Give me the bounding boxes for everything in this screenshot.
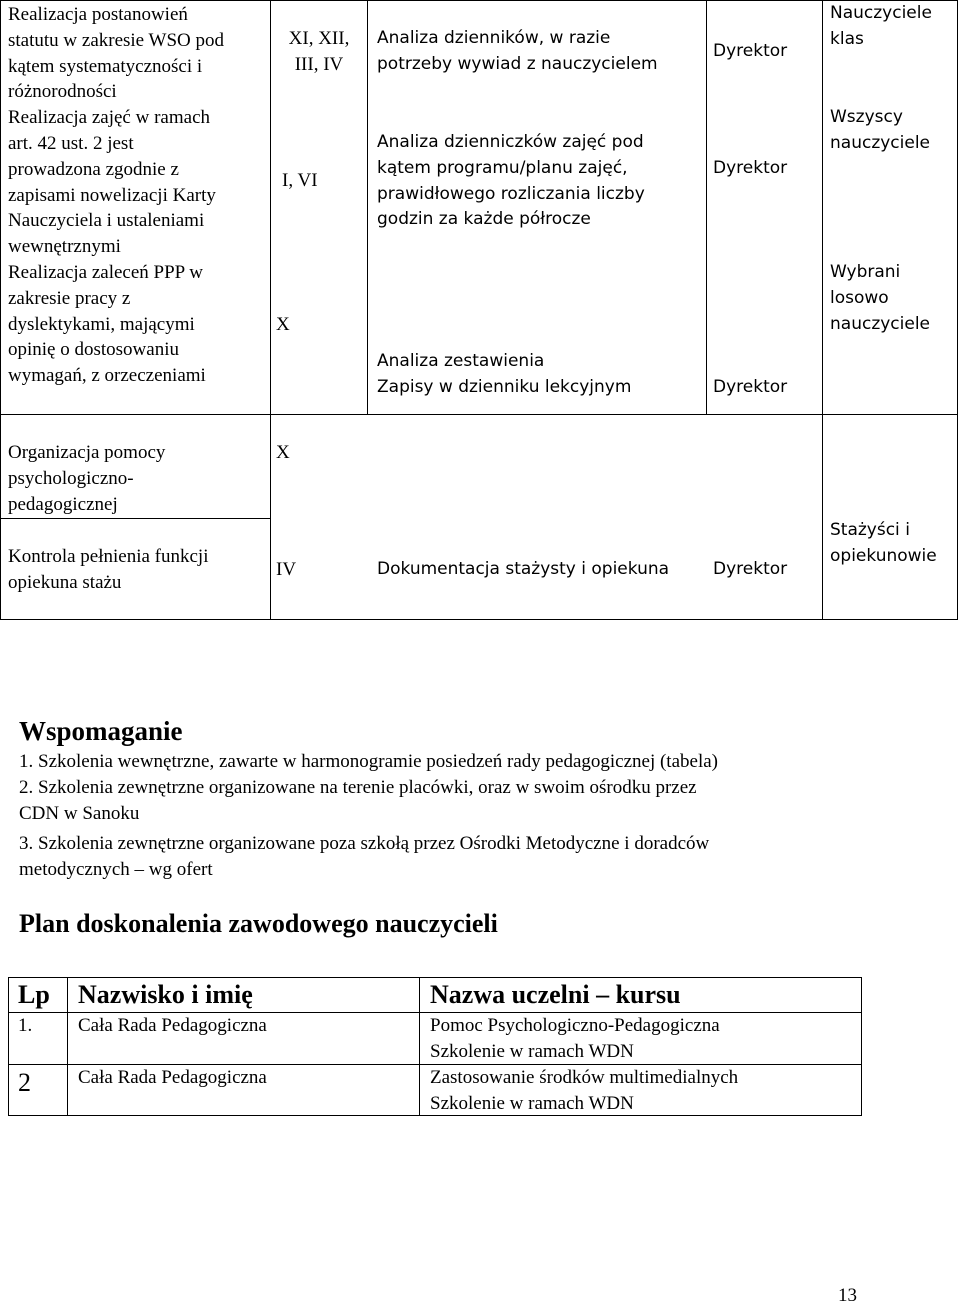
months-cell: IV [276,559,297,580]
task-cell: Organizacja pomocy psychologiczno- pedagogicznej [8,442,166,515]
table-border [0,0,958,1]
responsible-cell: Dyrektor [713,377,788,397]
months-cell: I, VI [282,170,318,191]
table-cell-lp: 1. [18,1015,33,1036]
table-border [0,0,1,619]
support-list-item: 3. Szkolenia zewnętrzne organizowane poza szkołą przez Ośrodki Metodyczne i doradców metodycznych – wg ofert [19,833,710,880]
months-cell: X [276,314,290,335]
table-border [0,414,958,415]
table-border [8,977,862,978]
section-heading-wspomaganie: Wspomaganie [19,716,183,746]
support-list [19,749,939,883]
method-cell: Analiza dzienników, w razie potrzeby wywiad z nauczycielem [377,28,658,74]
table-cell-course: Pomoc Psychologiczno-Pedagogiczna Szkolenie w ramach WDN [430,1015,720,1062]
table-border [0,619,958,620]
task-cell: Kontrola pełnienia funkcji opiekuna stażu [8,546,209,593]
table-border [0,518,270,519]
target-cell: Wybrani losowo nauczyciele [830,262,931,334]
table-border [861,977,862,1115]
column-header-lp: Lp [18,980,50,1009]
table-border [67,977,68,1115]
table-cell-lp: 2 [18,1068,31,1097]
column-header-course: Nazwa uczelni – kursu [430,980,681,1009]
responsible-cell: Dyrektor [713,158,788,178]
responsible-cell: Dyrektor [713,41,788,61]
months-cell: XI, XII, III, IV [288,28,350,75]
table-border [8,977,9,1115]
method-cell: Analiza zestawienia Zapisy w dzienniku lekcyjnym [377,351,632,397]
table-border [270,0,271,619]
target-cell: Nauczyciele klas [830,3,932,49]
months-cell: X [276,442,290,463]
column-header-name: Nazwisko i imię [78,980,253,1009]
table-border [419,977,420,1115]
method-cell: Analiza dzienniczków zajęć pod kątem programu/planu zajęć, prawidłowego rozliczania liczby godzin za każde półrocze [377,132,645,230]
table-border [822,0,823,619]
task-cell: Realizacja postanowień statutu w zakresie WSO pod kątem systematyczności i różnorodności Realizacja zajęć w ramach art. 42 ust. 2 jest prowadzona zgodnie z zapisami nowelizacji Karty Nauczyciela i ustaleniami wewnętrznymi Realizacja zaleceń PPP w zakresie pracy z dyslektykami, mającymi opinię o dostosowaniu wymagań, z orzeczeniami [8,4,224,387]
section-heading-plan: Plan doskonalenia zawodowego nauczycieli [19,909,498,938]
table-border [367,0,368,414]
table-cell-name: Cała Rada Pedagogiczna [78,1067,267,1088]
support-list-item: 1. Szkolenia wewnętrzne, zawarte w harmonogramie posiedzeń rady pedagogicznej (tabela) [19,751,718,772]
support-list-item: 2. Szkolenia zewnętrzne organizowane na terenie placówki, oraz w swoim ośrodku przez CDN w Sanoku [19,777,697,824]
page-number: 13 [838,1285,857,1306]
target-cell: Wszyscy nauczyciele [830,107,931,153]
table-cell-name: Cała Rada Pedagogiczna [78,1015,267,1036]
method-cell: Dokumentacja stażysty i opiekuna [377,559,670,579]
target-cell: Stażyści i opiekunowie [830,520,937,566]
table-cell-course: Zastosowanie środków multimedialnych Szkolenie w ramach WDN [430,1067,739,1114]
responsible-cell: Dyrektor [713,559,788,579]
